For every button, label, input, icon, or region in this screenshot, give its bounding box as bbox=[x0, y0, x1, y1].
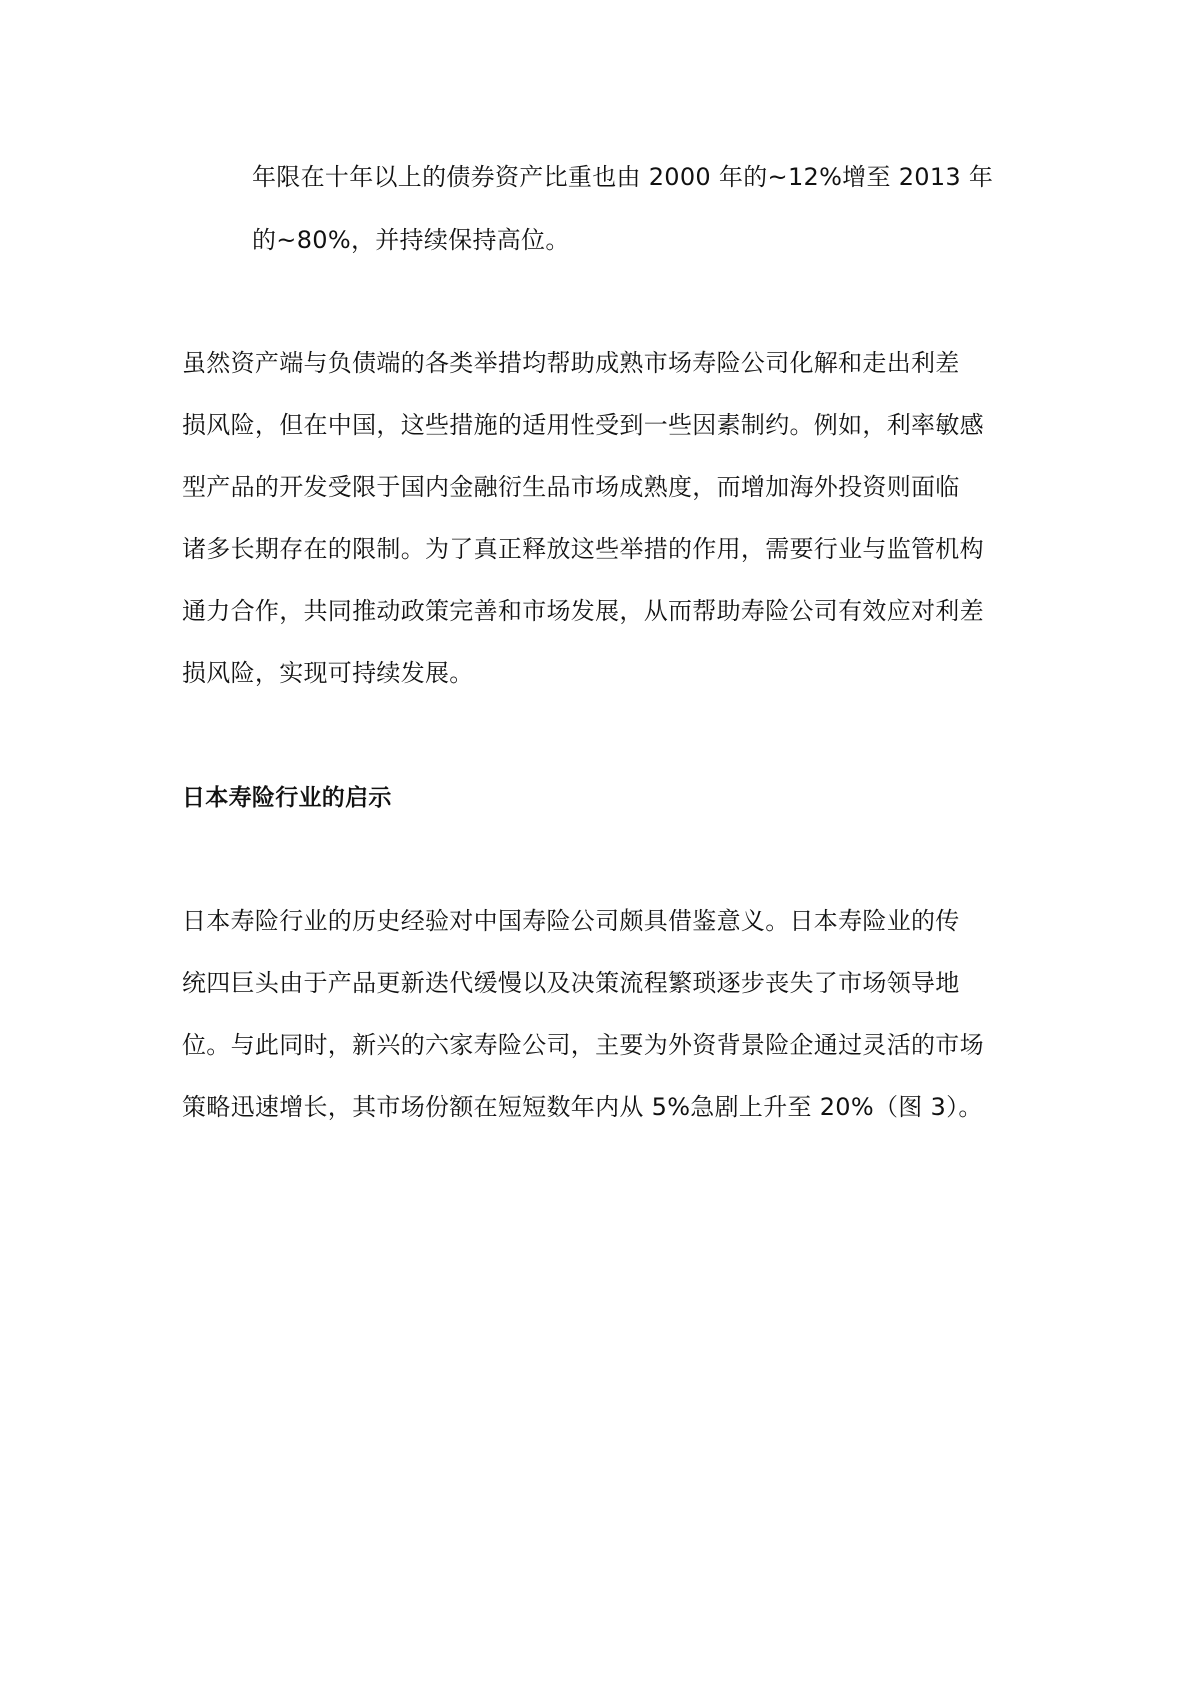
paragraph-2-line-3: 位。与此同时，新兴的六家寿险公司，主要为外资背景险企通过灵活的市场 bbox=[182, 1031, 984, 1059]
bullet-continuation-line-2: 的~80%，并持续保持高位。 bbox=[252, 226, 570, 254]
paragraph-1-line-2: 损风险，但在中国，这些措施的适用性受到一些因素制约。例如，利率敏感 bbox=[182, 411, 984, 439]
bullet-continuation-line-1: 年限在十年以上的债券资产比重也由 2000 年的~12%增至 2013 年 bbox=[252, 163, 994, 191]
paragraph-2-line-1: 日本寿险行业的历史经验对中国寿险公司颇具借鉴意义。日本寿险业的传 bbox=[182, 907, 960, 935]
paragraph-2-line-2: 统四巨头由于产品更新迭代缓慢以及决策流程繁琐逐步丧失了市场领导地 bbox=[182, 969, 960, 997]
paragraph-1-line-4: 诸多长期存在的限制。为了真正释放这些举措的作用，需要行业与监管机构 bbox=[182, 535, 984, 563]
paragraph-1-line-6: 损风险，实现可持续发展。 bbox=[182, 659, 474, 687]
section-heading: 日本寿险行业的启示 bbox=[182, 785, 392, 811]
paragraph-2-line-4: 策略迅速增长，其市场份额在短短数年内从 5%急剧上升至 20%（图 3）。 bbox=[182, 1093, 983, 1121]
paragraph-1-line-3: 型产品的开发受限于国内金融衍生品市场成熟度，而增加海外投资则面临 bbox=[182, 473, 960, 501]
paragraph-1-line-1: 虽然资产端与负债端的各类举措均帮助成熟市场寿险公司化解和走出利差 bbox=[182, 349, 960, 377]
paragraph-1-line-5: 通力合作，共同推动政策完善和市场发展，从而帮助寿险公司有效应对利差 bbox=[182, 597, 984, 625]
